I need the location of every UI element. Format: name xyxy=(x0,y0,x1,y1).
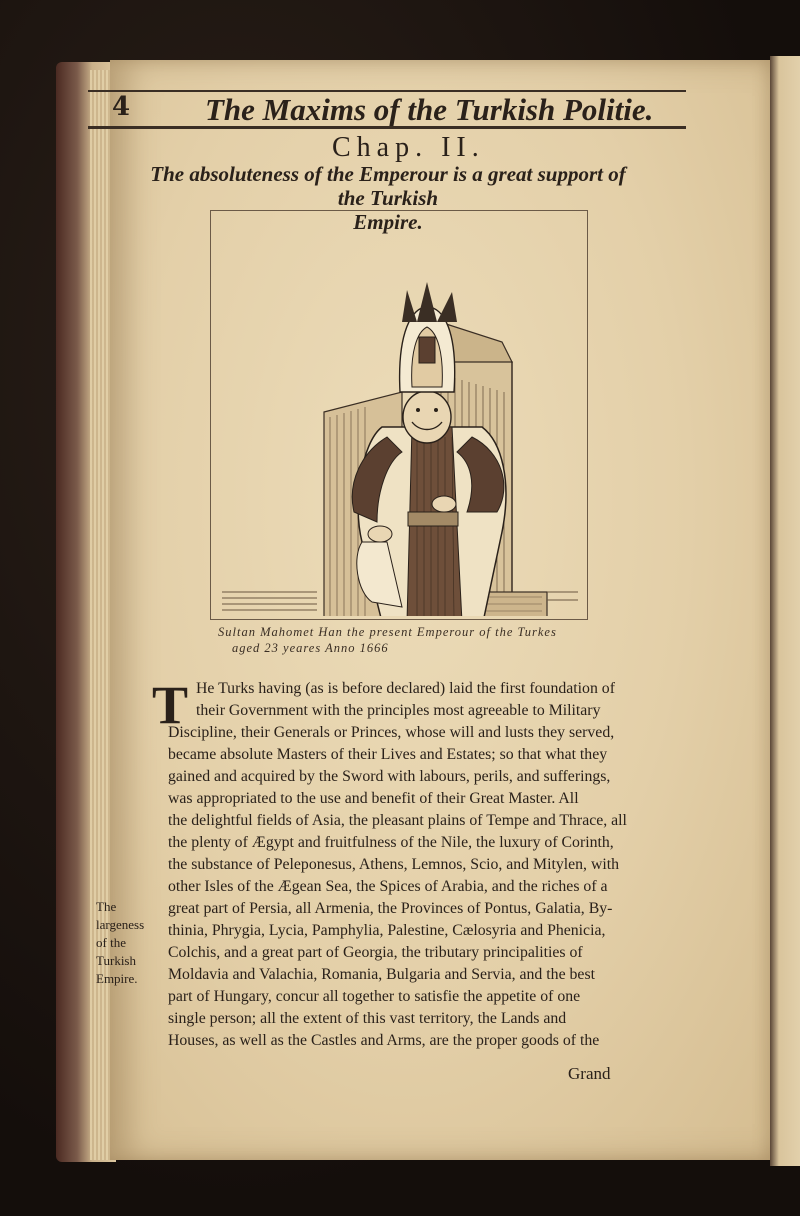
body-line: Colchis, and a great part of Georgia, the tributary principalities of xyxy=(168,944,583,961)
body-line: He Turks having (as is before declared) laid the first foundation of xyxy=(196,680,615,697)
catchword: Grand xyxy=(568,1064,611,1083)
body-line: the plenty of Ægypt and fruitfulness of the Nile, the luxury of Corinth, xyxy=(168,834,614,851)
facing-page-edge xyxy=(770,56,800,1166)
plate-caption-line-2: aged 23 yeares Anno 1666 xyxy=(232,641,389,655)
margin-note xyxy=(96,898,162,988)
body-line: the substance of Peleponesus, Athens, Lemnos, Scio, and Mitylen, with xyxy=(168,856,620,873)
body-line: gained and acquired by the Sword with labours, perils, and sufferings, xyxy=(168,768,611,785)
body-line: the delightful fields of Asia, the pleasant plains of Tempe and Thrace, all xyxy=(168,812,627,829)
body-line: other Isles of the Ægean Sea, the Spices of Arabia, and the riches of a xyxy=(168,878,608,895)
body-text xyxy=(96,675,627,1052)
chapter-title-line-2: Empire. xyxy=(353,210,423,234)
turban-icon xyxy=(400,282,457,443)
sultan-portrait-engraving xyxy=(212,212,584,616)
page-number: 4 xyxy=(112,92,131,122)
body-line: thinia, Phrygia, Lycia, Pamphylia, Palestine, Cælosyria and Phenicia, xyxy=(168,922,606,939)
header-rule-bottom xyxy=(88,126,686,129)
body-line: Houses, as well as the Castles and Arms, are the proper goods of the xyxy=(168,1032,600,1049)
robe-icon xyxy=(352,427,506,616)
margin-note-line-1: The largeness xyxy=(96,899,145,932)
body-line: Moldavia and Valachia, Romania, Bulgaria and Servia, and the best xyxy=(168,966,595,983)
body-line: great part of Persia, all Armenia, the Provinces of Pontus, Galatia, By- xyxy=(168,900,613,917)
body-line: became absolute Masters of their Lives and Estates; so that what they xyxy=(168,746,608,763)
running-head: The Maxims of the Turkish Politie. xyxy=(205,92,654,127)
body-line: single person; all the extent of this vast territory, the Lands and xyxy=(168,1010,567,1027)
margin-note-line-3: Empire. xyxy=(96,971,138,986)
chapter-label: Chap. II. xyxy=(332,132,485,163)
body-line: part of Hungary, concur all together to satisfie the appetite of one xyxy=(168,988,581,1005)
plate-caption-line-1: Sultan Mahomet Han the present Emperour of the Turkes xyxy=(218,625,557,639)
drop-cap: T xyxy=(152,675,189,735)
body-line: was appropriated to the use and benefit of their Great Master. All xyxy=(168,790,579,807)
plate-caption xyxy=(218,624,598,656)
body-line: their Government with the principles most agreeable to Military xyxy=(196,702,601,719)
chapter-title-line-1: The absoluteness of the Emperour is a great support of the Turkish xyxy=(150,162,626,210)
margin-note-line-2: of the Turkish xyxy=(96,935,136,968)
body-line: Discipline, their Generals or Princes, whose will and lusts they served, xyxy=(168,724,615,741)
